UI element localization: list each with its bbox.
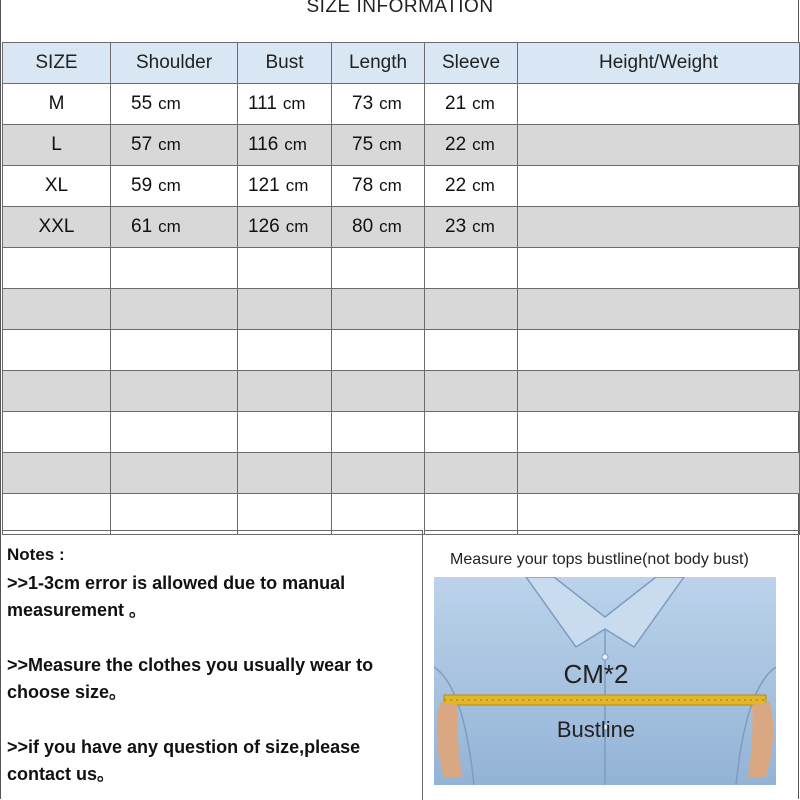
empty-cell <box>111 330 238 371</box>
length-cell <box>332 207 425 248</box>
cell-value: 23 <box>445 216 467 237</box>
empty-cell <box>518 371 800 412</box>
empty-cell <box>518 248 800 289</box>
empty-cell <box>332 412 425 453</box>
empty-cell <box>3 330 111 371</box>
sleeve-cell <box>425 166 518 207</box>
cell-unit: cm <box>158 94 181 113</box>
cell-unit: cm <box>379 135 402 154</box>
sleeve-cell <box>425 125 518 166</box>
length-cell <box>332 166 425 207</box>
cell-value: 22 <box>445 134 467 155</box>
empty-cell <box>238 289 332 330</box>
cell-unit: cm <box>158 176 181 195</box>
height-weight-cell <box>518 166 800 207</box>
empty-cell <box>518 494 800 535</box>
empty-cell <box>238 412 332 453</box>
empty-cell <box>332 371 425 412</box>
cell-value: 121 <box>248 175 280 196</box>
cell-value: 59 <box>131 175 153 196</box>
note-line: >>1-3cm error is allowed due to manual <box>7 573 346 593</box>
table-row <box>3 207 800 248</box>
measure-panel <box>424 530 799 800</box>
cell-value: 55 <box>131 93 153 114</box>
cell-unit: cm <box>282 94 306 113</box>
header-size: SIZE <box>3 43 111 84</box>
empty-cell <box>518 453 800 494</box>
shirt-measure-illustration <box>434 577 776 785</box>
cell-value: 116 <box>248 134 279 155</box>
measure-caption: Measure your tops bustline(not body bust) <box>450 551 749 568</box>
note-line: measurement 。 <box>7 600 148 620</box>
notes-panel <box>2 530 423 800</box>
note-line: >>if you have any question of size,please <box>7 737 361 757</box>
shoulder-cell <box>111 207 238 248</box>
header-height-weight: Height/Weight <box>518 43 800 84</box>
length-cell <box>332 125 425 166</box>
size-cell <box>3 84 111 125</box>
cell-unit: cm <box>472 176 495 195</box>
empty-cell <box>518 289 800 330</box>
empty-cell <box>3 371 111 412</box>
shoulder-cell <box>111 166 238 207</box>
note-line: >>Measure the clothes you usually wear to <box>7 655 374 675</box>
empty-cell <box>3 453 111 494</box>
page-title: SIZE INFORMATION <box>306 0 494 17</box>
cell-value: 57 <box>131 134 153 155</box>
empty-cell <box>425 289 518 330</box>
empty-cell <box>238 453 332 494</box>
size-table <box>2 42 800 535</box>
empty-cell <box>3 248 111 289</box>
cell-unit: cm <box>284 135 307 154</box>
shoulder-cell <box>111 125 238 166</box>
empty-cell <box>238 330 332 371</box>
cell-value: M <box>48 93 65 114</box>
length-cell <box>332 84 425 125</box>
height-weight-cell <box>518 207 800 248</box>
cell-value: 61 <box>131 216 153 237</box>
height-weight-cell <box>518 125 800 166</box>
empty-cell <box>111 289 238 330</box>
formula-text: CM*2 <box>563 659 629 689</box>
cell-value: XXL <box>38 216 75 237</box>
empty-table-row <box>3 453 800 494</box>
cell-unit: cm <box>158 217 181 236</box>
header-sleeve: Sleeve <box>425 43 518 84</box>
cell-unit: cm <box>379 94 402 113</box>
empty-cell <box>425 494 518 535</box>
empty-cell <box>111 494 238 535</box>
notes-heading: Notes : <box>7 545 65 564</box>
empty-table-row <box>3 248 800 289</box>
header-length: Length <box>332 43 425 84</box>
empty-cell <box>238 371 332 412</box>
empty-cell <box>425 412 518 453</box>
empty-cell <box>518 330 800 371</box>
size-cell <box>3 125 111 166</box>
note-line: contact us。 <box>7 764 116 784</box>
cell-unit: cm <box>472 135 495 154</box>
empty-cell <box>238 248 332 289</box>
empty-cell <box>425 453 518 494</box>
height-weight-cell <box>518 84 800 125</box>
table-header-row <box>3 43 800 84</box>
empty-cell <box>425 371 518 412</box>
cell-unit: cm <box>472 217 495 236</box>
empty-cell <box>332 330 425 371</box>
cell-unit: cm <box>379 176 402 195</box>
empty-table-row <box>3 289 800 330</box>
cell-value: 21 <box>445 93 467 114</box>
bust-cell <box>238 125 332 166</box>
cell-value: 78 <box>352 175 374 196</box>
empty-cell <box>518 412 800 453</box>
bust-cell <box>238 166 332 207</box>
cell-unit: cm <box>158 135 181 154</box>
note-line: choose size。 <box>7 682 128 702</box>
sleeve-cell <box>425 207 518 248</box>
empty-table-row <box>3 330 800 371</box>
cell-unit: cm <box>472 94 495 113</box>
cell-value: 126 <box>248 216 280 237</box>
empty-cell <box>3 412 111 453</box>
cell-unit: cm <box>285 176 309 195</box>
cell-unit: cm <box>379 217 402 236</box>
empty-cell <box>332 248 425 289</box>
cell-value: 75 <box>352 134 374 155</box>
bustline-label: Bustline <box>556 717 636 742</box>
table-row <box>3 125 800 166</box>
table-row <box>3 166 800 207</box>
size-cell <box>3 166 111 207</box>
empty-cell <box>111 453 238 494</box>
empty-cell <box>3 494 111 535</box>
sleeve-cell <box>425 84 518 125</box>
empty-cell <box>111 371 238 412</box>
empty-cell <box>111 412 238 453</box>
cell-value: 111 <box>248 93 277 114</box>
empty-cell <box>111 248 238 289</box>
empty-table-row <box>3 371 800 412</box>
size-cell <box>3 207 111 248</box>
empty-cell <box>3 289 111 330</box>
cell-value: 22 <box>445 175 467 196</box>
empty-cell <box>332 494 425 535</box>
empty-cell <box>238 494 332 535</box>
empty-table-row <box>3 494 800 535</box>
shoulder-cell <box>111 84 238 125</box>
empty-cell <box>332 453 425 494</box>
cell-value: L <box>51 134 62 155</box>
empty-table-row <box>3 412 800 453</box>
header-shoulder: Shoulder <box>111 43 238 84</box>
empty-cell <box>425 330 518 371</box>
cell-value: 73 <box>352 93 374 114</box>
cell-unit: cm <box>285 217 309 236</box>
table-row <box>3 84 800 125</box>
cell-value: XL <box>44 175 69 196</box>
empty-cell <box>332 289 425 330</box>
empty-cell <box>425 248 518 289</box>
bust-cell <box>238 84 332 125</box>
header-bust: Bust <box>238 43 332 84</box>
cell-value: 80 <box>352 216 374 237</box>
bust-cell <box>238 207 332 248</box>
